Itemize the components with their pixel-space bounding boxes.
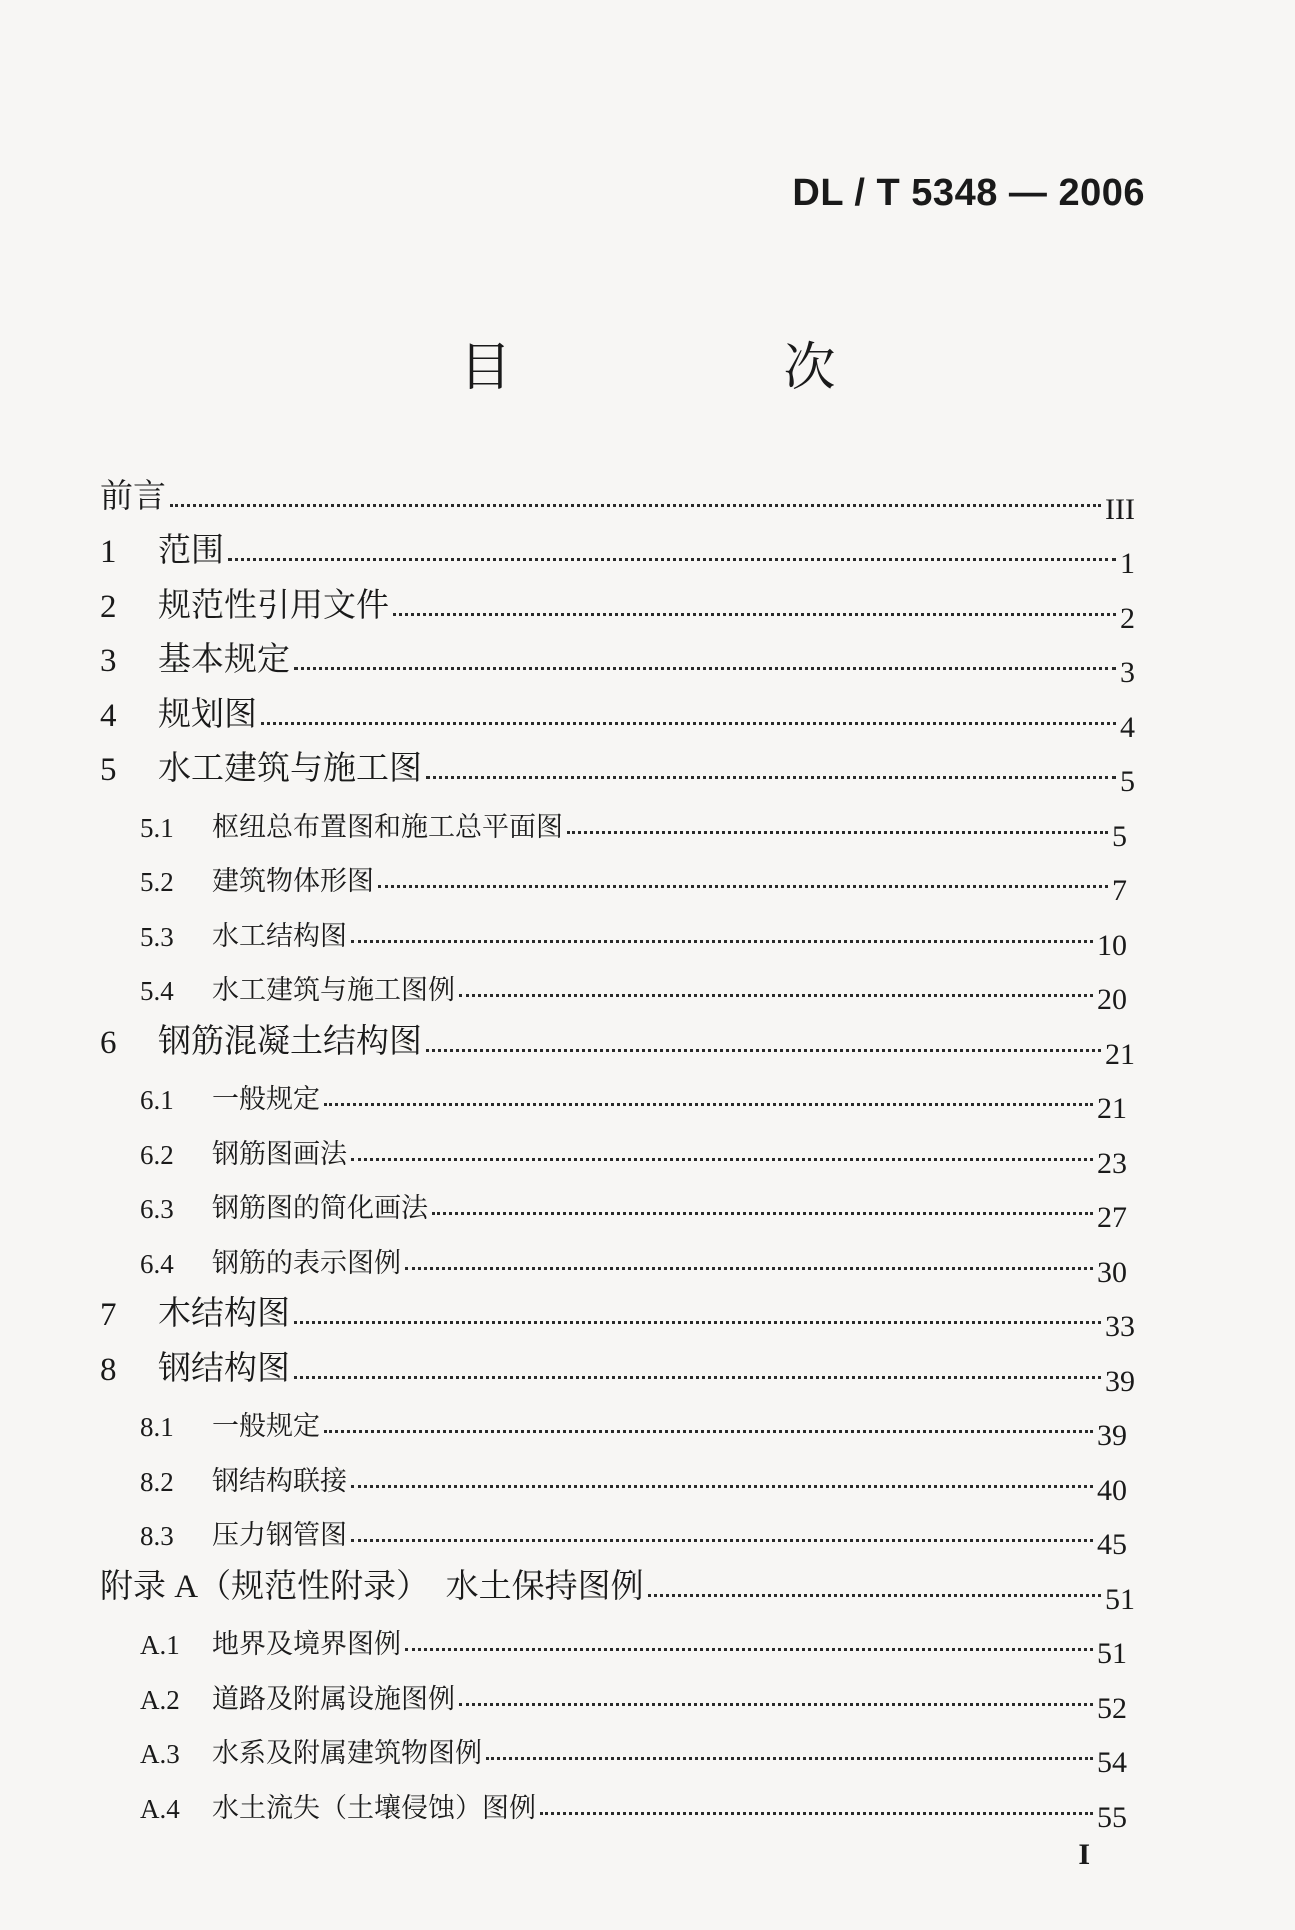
dot-leader bbox=[378, 885, 1108, 888]
toc-entry-label: 钢结构联接 bbox=[212, 1465, 347, 1496]
toc-entry[interactable] bbox=[0, 1443, 1295, 1507]
toc-entry-number: 6 bbox=[100, 1024, 117, 1061]
toc-entry-number: 7 bbox=[100, 1297, 117, 1333]
toc-entry-page: 23 bbox=[1097, 1146, 1127, 1180]
toc-entry[interactable] bbox=[0, 1389, 1295, 1452]
page-number: I bbox=[1078, 1838, 1090, 1871]
dot-leader bbox=[294, 1321, 1101, 1324]
dot-leader bbox=[540, 1812, 1093, 1815]
toc-entry-page: 2 bbox=[1120, 601, 1135, 635]
toc-entry-page: 55 bbox=[1097, 1800, 1127, 1834]
toc-entry-label: 水土流失（土壤侵蚀）图例 bbox=[212, 1792, 536, 1823]
toc-entry-label: 水工建筑与施工图 bbox=[158, 751, 422, 787]
toc-entry-label: 钢筋混凝土结构图 bbox=[158, 1023, 422, 1060]
toc-entry-number: 5.4 bbox=[140, 976, 174, 1006]
dot-leader bbox=[567, 831, 1108, 834]
toc-entry-number: 8 bbox=[100, 1351, 117, 1388]
toc-entry-page: 40 bbox=[1097, 1473, 1127, 1507]
toc-entry-label: 水工建筑与施工图例 bbox=[212, 975, 455, 1005]
toc-entry-page: 39 bbox=[1097, 1419, 1127, 1452]
toc-entry-label: 建筑物体形图 bbox=[212, 866, 374, 896]
toc-entry[interactable] bbox=[0, 1661, 1295, 1725]
toc-entry-label: 地界及境界图例 bbox=[212, 1629, 401, 1659]
page-title: 目 次 bbox=[459, 338, 946, 398]
toc-entry-number: 5 bbox=[100, 752, 117, 788]
toc-entry-page: 39 bbox=[1105, 1364, 1135, 1398]
toc-entry[interactable] bbox=[0, 1552, 1295, 1616]
dot-leader bbox=[228, 558, 1116, 561]
table-of-contents bbox=[0, 462, 1295, 1834]
toc-entry[interactable] bbox=[0, 1607, 1295, 1670]
toc-entry-page: 30 bbox=[1097, 1255, 1127, 1289]
toc-entry-page: 21 bbox=[1097, 1092, 1127, 1125]
dot-leader bbox=[426, 1049, 1101, 1052]
toc-entry-label: 附录 A（规范性附录） 水土保持图例 bbox=[100, 1568, 644, 1605]
toc-entry[interactable] bbox=[0, 898, 1295, 962]
toc-entry[interactable] bbox=[0, 789, 1295, 853]
dot-leader bbox=[324, 1103, 1093, 1106]
toc-entry-number: 5.1 bbox=[140, 812, 174, 843]
toc-entry-number: 5.3 bbox=[140, 921, 174, 952]
toc-entry[interactable] bbox=[0, 953, 1295, 1016]
dot-leader bbox=[648, 1594, 1101, 1597]
toc-entry-label: 水工结构图 bbox=[212, 920, 347, 951]
dot-leader bbox=[351, 940, 1093, 943]
toc-entry-page: 51 bbox=[1097, 1637, 1127, 1670]
toc-entry-number: 3 bbox=[100, 643, 117, 679]
toc-entry[interactable] bbox=[0, 1280, 1295, 1343]
toc-entry-page: 27 bbox=[1097, 1201, 1127, 1234]
toc-entry-page: III bbox=[1105, 492, 1135, 526]
toc-entry-number: A.2 bbox=[140, 1684, 180, 1715]
dot-leader bbox=[261, 722, 1116, 725]
dot-leader bbox=[351, 1485, 1093, 1488]
toc-entry[interactable] bbox=[0, 1007, 1295, 1071]
toc-entry[interactable] bbox=[0, 680, 1295, 744]
toc-entry-number: 6.1 bbox=[140, 1085, 174, 1115]
dot-leader bbox=[351, 1158, 1093, 1161]
toc-entry-page: 51 bbox=[1105, 1582, 1135, 1616]
toc-entry-number: A.3 bbox=[140, 1739, 180, 1769]
toc-entry-page: 10 bbox=[1097, 928, 1127, 962]
toc-entry-number: A.1 bbox=[140, 1630, 180, 1660]
toc-entry-label: 木结构图 bbox=[158, 1296, 290, 1332]
dot-leader bbox=[459, 994, 1093, 997]
toc-entry-label: 压力钢管图 bbox=[212, 1520, 347, 1550]
toc-entry-label: 钢筋图画法 bbox=[212, 1138, 347, 1169]
toc-entry-label: 钢筋图的简化画法 bbox=[212, 1193, 428, 1223]
dot-leader bbox=[405, 1648, 1093, 1651]
toc-entry-label: 一般规定 bbox=[212, 1084, 320, 1114]
toc-entry-label: 规范性引用文件 bbox=[158, 587, 389, 624]
toc-entry-label: 范围 bbox=[158, 533, 224, 569]
toc-entry[interactable] bbox=[0, 735, 1295, 798]
dot-leader bbox=[324, 1430, 1093, 1433]
toc-entry-number: 8.2 bbox=[140, 1466, 174, 1497]
toc-entry-page: 5 bbox=[1112, 819, 1127, 853]
toc-entry-number: 6.2 bbox=[140, 1139, 174, 1170]
toc-entry[interactable] bbox=[0, 517, 1295, 580]
toc-entry[interactable] bbox=[0, 1770, 1295, 1834]
dot-leader bbox=[459, 1703, 1093, 1706]
toc-entry-page: 21 bbox=[1105, 1037, 1135, 1071]
toc-entry-number: 4 bbox=[100, 697, 117, 734]
toc-entry-label: 钢结构图 bbox=[158, 1350, 290, 1387]
standard-code: DL / T 5348 — 2006 bbox=[792, 172, 1145, 214]
toc-entry[interactable] bbox=[0, 626, 1295, 689]
toc-entry[interactable] bbox=[0, 1116, 1295, 1180]
dot-leader bbox=[294, 667, 1116, 670]
toc-entry-page: 7 bbox=[1112, 874, 1127, 907]
dot-leader bbox=[405, 1267, 1093, 1270]
toc-entry-number: 8.3 bbox=[140, 1521, 174, 1551]
toc-entry-page: 45 bbox=[1097, 1528, 1127, 1561]
toc-entry-number: 6.3 bbox=[140, 1194, 174, 1224]
dot-leader bbox=[393, 613, 1116, 616]
toc-entry[interactable] bbox=[0, 1498, 1295, 1561]
dot-leader bbox=[351, 1539, 1093, 1542]
toc-entry-label: 水系及附属建筑物图例 bbox=[212, 1738, 482, 1768]
toc-entry-label: 道路及附属设施图例 bbox=[212, 1683, 455, 1714]
toc-entry-label: 钢筋的表示图例 bbox=[212, 1247, 401, 1278]
toc-entry[interactable] bbox=[0, 1171, 1295, 1234]
dot-leader bbox=[294, 1376, 1101, 1379]
toc-entry-number: 8.1 bbox=[140, 1412, 174, 1442]
toc-entry-page: 1 bbox=[1120, 547, 1135, 580]
toc-entry-label: 枢纽总布置图和施工总平面图 bbox=[212, 811, 563, 842]
toc-entry-page: 52 bbox=[1097, 1691, 1127, 1725]
toc-entry-page: 54 bbox=[1097, 1746, 1127, 1779]
dot-leader bbox=[486, 1757, 1093, 1760]
toc-entry[interactable] bbox=[0, 462, 1295, 526]
dot-leader bbox=[432, 1212, 1093, 1215]
toc-entry[interactable] bbox=[0, 844, 1295, 907]
toc-entry-label: 规划图 bbox=[158, 696, 257, 733]
toc-entry-number: 5.2 bbox=[140, 867, 174, 897]
toc-entry-label: 一般规定 bbox=[212, 1411, 320, 1441]
toc-entry-number: 6.4 bbox=[140, 1248, 174, 1279]
toc-entry-number: 2 bbox=[100, 588, 117, 625]
toc-entry-page: 20 bbox=[1097, 983, 1127, 1016]
dot-leader bbox=[426, 776, 1116, 779]
toc-entry[interactable] bbox=[0, 1062, 1295, 1125]
toc-entry[interactable] bbox=[0, 1716, 1295, 1779]
toc-entry[interactable] bbox=[0, 1225, 1295, 1289]
toc-entry-number: 1 bbox=[100, 534, 117, 570]
toc-entry-page: 33 bbox=[1105, 1310, 1135, 1343]
toc-entry[interactable] bbox=[0, 1334, 1295, 1398]
toc-entry-label: 前言 bbox=[100, 478, 166, 515]
toc-entry[interactable] bbox=[0, 571, 1295, 635]
toc-entry-label: 基本规定 bbox=[158, 642, 290, 678]
toc-entry-page: 4 bbox=[1120, 710, 1135, 744]
toc-entry-page: 5 bbox=[1120, 765, 1135, 798]
toc-entry-number: A.4 bbox=[140, 1793, 180, 1824]
dot-leader bbox=[170, 504, 1101, 507]
toc-entry-page: 3 bbox=[1120, 656, 1135, 689]
